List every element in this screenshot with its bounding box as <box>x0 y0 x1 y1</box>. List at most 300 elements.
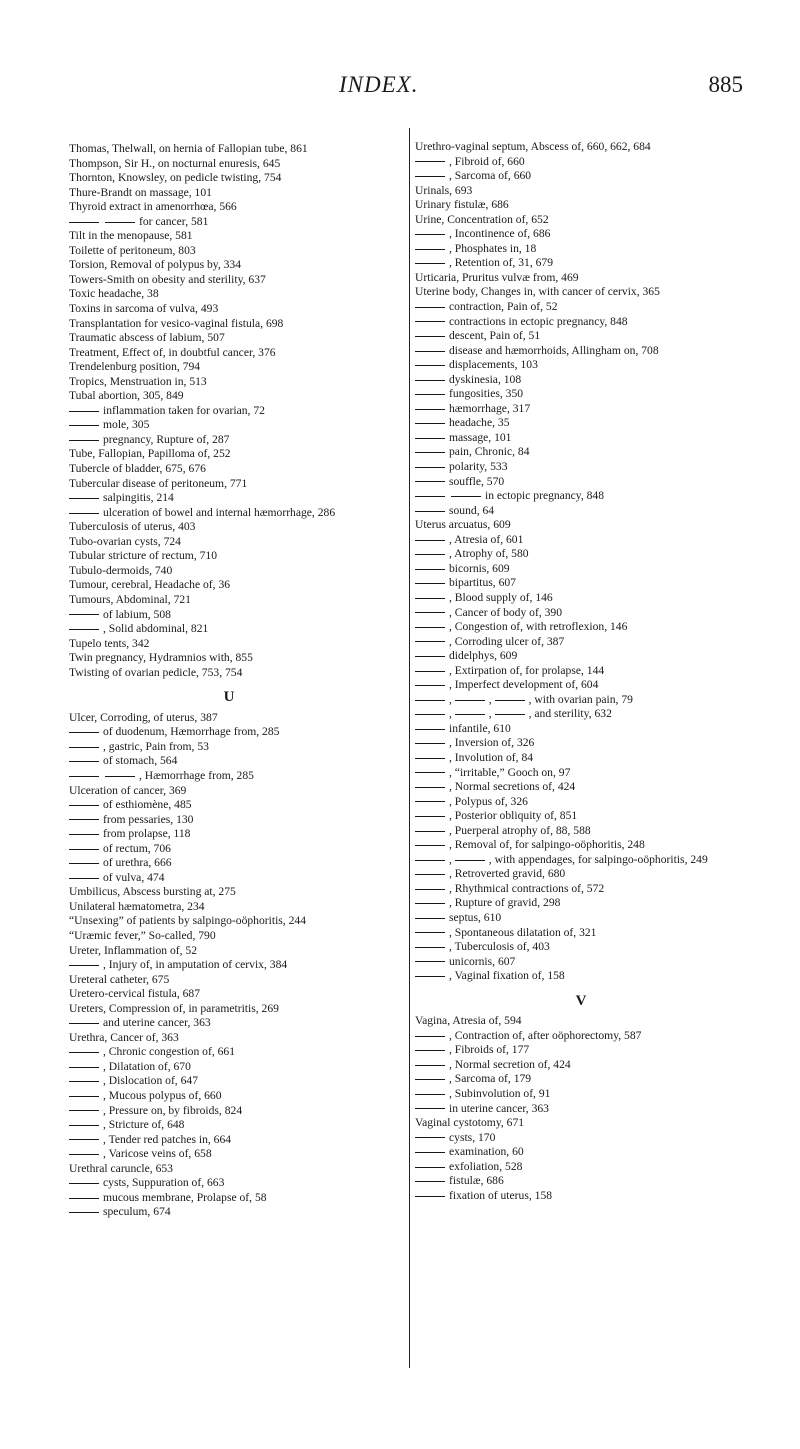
index-entry <box>415 227 787 242</box>
index-entry-text: Urinary fistulæ, 686 <box>415 198 509 212</box>
ditto-dash <box>69 614 99 615</box>
index-entry-text: Ulceration of cancer, 369 <box>69 783 187 797</box>
index-entry <box>415 766 787 781</box>
index-entry-text: Toxins in sarcoma of vulva, 493 <box>69 302 219 316</box>
index-entry-text: from pessaries, 130 <box>103 812 194 826</box>
index-entry-text: , Hæmorrhage from, 285 <box>139 768 254 782</box>
ditto-dash <box>415 1181 445 1182</box>
ditto-dash <box>69 1023 99 1024</box>
index-entry <box>69 798 429 813</box>
index-entry-text: from prolapse, 118 <box>103 827 191 841</box>
ditto-dash <box>415 961 445 962</box>
ditto-dash <box>415 467 445 468</box>
index-entry <box>415 1043 787 1058</box>
index-entry-text: Transplantation for vesico-vaginal fistula, 698 <box>69 316 284 330</box>
index-entry-text: “Uræmic fever,” So-called, 790 <box>69 928 216 942</box>
index-entry <box>415 184 787 199</box>
index-entry-text: Toilette of peritoneum, 803 <box>69 243 196 257</box>
ditto-dash <box>415 685 445 686</box>
index-entry <box>415 1058 787 1073</box>
ditto-dash <box>69 1212 99 1213</box>
index-entry-text: , Fibroid of, 660 <box>449 154 525 168</box>
index-entry-text: contraction, Pain of, 52 <box>449 300 558 314</box>
index-entry <box>415 1072 787 1087</box>
index-entry <box>69 769 429 784</box>
index-entry-text: Treatment, Effect of, in doubtful cancer, 376 <box>69 345 276 359</box>
index-entry <box>415 285 787 300</box>
index-entry-text: cysts, Suppuration of, 663 <box>103 1176 225 1190</box>
index-entry <box>415 416 787 431</box>
ditto-dash <box>415 438 445 439</box>
index-entry-text: , Corroding ulcer of, 387 <box>449 634 565 648</box>
index-entry-text: , and sterility, 632 <box>528 707 612 721</box>
index-entry-text: fungosities, 350 <box>449 387 524 401</box>
index-entry <box>69 608 429 623</box>
ditto-dash <box>69 747 99 748</box>
index-entry-text: , Pressure on, by fibroids, 824 <box>103 1103 243 1117</box>
index-entry-text: Urethra, Cancer of, 363 <box>69 1030 179 1044</box>
index-entry <box>69 171 429 186</box>
index-entry <box>415 445 787 460</box>
index-entry-text: , Imperfect development of, 604 <box>449 678 599 692</box>
index-entry <box>69 462 429 477</box>
index-entry <box>415 838 787 853</box>
index-entry-text: bipartitus, 607 <box>449 576 516 590</box>
index-entry <box>69 929 429 944</box>
index-entry <box>69 1031 429 1046</box>
index-entry-text: disease and hæmorrhoids, Allingham on, 708 <box>449 343 659 357</box>
ditto-dash <box>415 671 445 672</box>
index-entry-text: Tubercle of bladder, 675, 676 <box>69 462 206 476</box>
index-entry <box>69 360 429 375</box>
index-entry <box>415 329 787 344</box>
ditto-dash <box>415 321 445 322</box>
index-entry-text: , Inversion of, 326 <box>449 736 535 750</box>
index-entry-text: Urinals, 693 <box>415 183 473 197</box>
index-entry-text: Thure-Brandt on massage, 101 <box>69 185 212 199</box>
index-entry <box>415 795 787 810</box>
ditto-dash <box>69 732 99 733</box>
index-entry-text: didelphys, 609 <box>449 649 518 663</box>
index-entry-text: Urine, Concentration of, 652 <box>415 212 549 226</box>
index-entry <box>69 740 429 755</box>
ditto-dash <box>69 834 99 835</box>
index-entry <box>69 389 429 404</box>
ditto-dash <box>69 629 99 630</box>
index-entry-text: , Tuberculosis of, 403 <box>449 940 550 954</box>
index-entry <box>69 1176 429 1191</box>
ditto-dash <box>69 440 99 441</box>
ditto-dash <box>69 1110 99 1111</box>
ditto-dash <box>415 249 445 250</box>
index-entry <box>69 1016 429 1031</box>
ditto-dash <box>415 729 445 730</box>
index-entry-text: hæmorrhage, 317 <box>449 401 531 415</box>
ditto-dash <box>415 1079 445 1080</box>
ditto-dash <box>415 932 445 933</box>
index-entry <box>415 373 787 388</box>
index-entry-text: Urethro-vaginal septum, Abscess of, 660, 662, 684 <box>415 140 651 153</box>
index-entry-text: of esthiomène, 485 <box>103 798 192 812</box>
index-entry <box>415 1087 787 1102</box>
index-entry <box>69 506 429 521</box>
index-entry-text: , Removal of, for salpingo-oöphoritis, 248 <box>449 838 645 852</box>
index-entry-text: Thyroid extract in amenorrhœa, 566 <box>69 200 237 214</box>
index-entry-text: Vaginal cystotomy, 671 <box>415 1116 525 1130</box>
index-entry <box>69 1045 429 1060</box>
index-entry <box>69 244 429 259</box>
index-entry-text: Ureter, Inflammation of, 52 <box>69 943 197 957</box>
ditto-dash <box>415 860 445 861</box>
page-title: INDEX. <box>339 72 419 97</box>
index-entry <box>69 725 429 740</box>
index-entry-text: displacements, 103 <box>449 358 538 372</box>
index-entry <box>415 431 787 446</box>
ditto-dash <box>415 1152 445 1153</box>
index-entry-text: infantile, 610 <box>449 721 511 735</box>
index-entry-text: Tubular stricture of rectum, 710 <box>69 549 218 563</box>
index-entry-text: , Vaginal fixation of, 158 <box>449 969 565 983</box>
index-entry <box>69 491 429 506</box>
index-entry <box>69 564 429 579</box>
index-entry-text: , Involution of, 84 <box>449 750 534 764</box>
index-entry-text: , Spontaneous dilatation of, 321 <box>449 925 597 939</box>
index-entry-text: Ulcer, Corroding, of uterus, 387 <box>69 710 218 724</box>
ditto-dash <box>415 801 445 802</box>
index-entry <box>69 914 429 929</box>
ditto-dash <box>69 411 99 412</box>
ditto-dash <box>415 1167 445 1168</box>
index-entry <box>415 1160 787 1175</box>
index-entry <box>69 578 429 593</box>
index-entry <box>69 258 429 273</box>
ditto-dash <box>415 1050 445 1051</box>
index-entry-text: , Incontinence of, 686 <box>449 227 551 241</box>
index-entry-text: “Unsexing” of patients by salpingo-oöphoritis, 244 <box>69 914 306 928</box>
ditto-dash <box>415 918 445 919</box>
index-entry <box>69 622 429 637</box>
index-entry-text: souffle, 570 <box>449 474 505 488</box>
index-entry-text: cysts, 170 <box>449 1130 496 1144</box>
ditto-dash <box>451 496 481 497</box>
ditto-dash <box>415 641 445 642</box>
index-entry <box>69 535 429 550</box>
index-entry <box>69 302 429 317</box>
index-entry-text: , Dilatation of, 670 <box>103 1059 191 1073</box>
index-entry <box>415 547 787 562</box>
ditto-dash <box>415 409 445 410</box>
index-entry <box>69 273 429 288</box>
index-entry-text: Thompson, Sir H., on nocturnal enuresis, 645 <box>69 156 281 170</box>
index-entry <box>415 678 787 693</box>
index-entry <box>415 256 787 271</box>
entries-u <box>69 711 429 1220</box>
ditto-dash <box>415 816 445 817</box>
ditto-dash <box>415 627 445 628</box>
index-entry <box>69 885 429 900</box>
ditto-dash <box>455 700 485 701</box>
index-entry <box>69 856 429 871</box>
section-letter-v: V <box>575 992 587 1009</box>
section-letter-u: U <box>223 689 235 706</box>
index-entry <box>415 722 787 737</box>
ditto-dash <box>69 498 99 499</box>
index-entry <box>415 271 787 286</box>
index-entry-text: , “irritable,” Gooch on, 97 <box>449 765 571 779</box>
index-entry <box>415 809 787 824</box>
index-entry <box>415 955 787 970</box>
index-entry <box>415 344 787 359</box>
index-entry-text: , Fibroids of, 177 <box>449 1043 530 1057</box>
ditto-dash <box>415 452 445 453</box>
index-entry: , , , with ovarian pain, 79 <box>415 693 787 708</box>
index-entry <box>415 591 787 606</box>
ditto-dash <box>69 819 99 820</box>
index-entry <box>69 477 429 492</box>
ditto-dash <box>415 612 445 613</box>
index-entry-text: Tubal abortion, 305, 849 <box>69 389 184 403</box>
index-entry <box>69 900 429 915</box>
index-entry-text: Thomas, Thelwall, on hernia of Fallopian tube, 861 <box>69 142 308 155</box>
ditto-dash <box>69 1052 99 1053</box>
ditto-dash <box>415 176 445 177</box>
index-entry-text: examination, 60 <box>449 1145 524 1159</box>
ditto-dash <box>415 511 445 512</box>
index-entry <box>415 911 787 926</box>
index-entry-text: , Sarcoma of, 660 <box>449 169 532 183</box>
ditto-dash <box>69 513 99 514</box>
index-entry <box>415 896 787 911</box>
index-entry <box>415 1131 787 1146</box>
ditto-dash <box>415 1137 445 1138</box>
index-entry <box>415 736 787 751</box>
index-entry-text: , Cancer of body of, 390 <box>449 605 563 619</box>
index-entry <box>415 780 787 795</box>
index-entry-text: , Rupture of gravid, 298 <box>449 896 561 910</box>
index-entry-text: in uterine cancer, 363 <box>449 1101 549 1115</box>
index-entry-text: of vulva, 474 <box>103 870 165 884</box>
index-entry <box>415 1174 787 1189</box>
index-entry <box>69 1060 429 1075</box>
index-entry <box>415 562 787 577</box>
ditto-dash <box>415 380 445 381</box>
index-entry <box>415 635 787 650</box>
ditto-dash <box>69 1183 99 1184</box>
index-entry-text: and uterine cancer, 363 <box>103 1016 211 1030</box>
index-column-right <box>409 128 787 1368</box>
index-entry-text: , Stricture of, 648 <box>103 1118 185 1132</box>
ditto-dash <box>415 598 445 599</box>
index-entry-text: speculum, 674 <box>103 1205 171 1219</box>
ditto-dash <box>415 845 445 846</box>
ditto-dash <box>415 976 445 977</box>
index-entry <box>415 489 787 504</box>
ditto-dash <box>415 234 445 235</box>
ditto-dash <box>415 1065 445 1066</box>
entries-v <box>415 1014 787 1203</box>
ditto-dash <box>415 874 445 875</box>
ditto-dash <box>415 583 445 584</box>
ditto-dash <box>69 1125 99 1126</box>
index-entry-text: Tubercular disease of peritoneum, 771 <box>69 476 248 490</box>
index-entry-text: Tilt in the menopause, 581 <box>69 229 193 243</box>
index-entry <box>415 155 787 170</box>
index-entry-text: Towers-Smith on obesity and sterility, 637 <box>69 272 266 286</box>
ditto-dash <box>415 481 445 482</box>
index-entry-text: , with ovarian pain, 79 <box>528 692 633 706</box>
index-entry-text: mucous membrane, Prolapse of, 58 <box>103 1190 267 1204</box>
index-entry-text: inflammation taken for ovarian, 72 <box>103 403 265 417</box>
ditto-dash <box>415 540 445 541</box>
ditto-dash <box>415 831 445 832</box>
ditto-dash <box>69 425 99 426</box>
ditto-dash <box>495 714 525 715</box>
index-entry <box>415 213 787 228</box>
ditto-dash <box>415 1036 445 1037</box>
index-entry-text: , Retention of, 31, 679 <box>449 256 554 270</box>
index-entry <box>69 215 429 230</box>
index-entry-text: Urticaria, Pruritus vulvæ from, 469 <box>415 270 579 284</box>
index-entry <box>69 1162 429 1177</box>
index-entry-text: ulceration of bowel and internal hæmorrhage, 286 <box>103 505 336 519</box>
entries-u-continued <box>415 140 787 984</box>
index-entry <box>415 140 787 155</box>
ditto-dash <box>415 743 445 744</box>
index-entry <box>69 593 429 608</box>
index-entry <box>415 649 787 664</box>
index-entry-text: mole, 305 <box>103 418 150 432</box>
index-entry-text: , Chronic congestion of, 661 <box>103 1045 236 1059</box>
index-entry <box>69 200 429 215</box>
index-entry <box>69 958 429 973</box>
index-entry <box>69 418 429 433</box>
index-entry-text: , Tender red patches in, 664 <box>103 1132 232 1146</box>
index-entry-text: descent, Pain of, 51 <box>449 329 541 343</box>
index-entry <box>69 754 429 769</box>
index-entry <box>415 751 787 766</box>
ditto-dash <box>415 714 445 715</box>
index-entry-text: dyskinesia, 108 <box>449 372 522 386</box>
index-entry <box>69 1074 429 1089</box>
index-entry-text: of duodenum, Hæmorrhage from, 285 <box>103 725 280 739</box>
index-entry <box>69 549 429 564</box>
index-entry <box>69 404 429 419</box>
index-entry <box>69 944 429 959</box>
ditto-dash <box>415 569 445 570</box>
index-entry-text: , Normal secretion of, 424 <box>449 1057 571 1071</box>
index-entry-text: Tubo-ovarian cysts, 724 <box>69 534 181 548</box>
index-entry-text: , Varicose veins of, 658 <box>103 1147 212 1161</box>
index-entry-text: , Atrophy of, 580 <box>449 547 529 561</box>
index-entry-text: , Mucous polypus of, 660 <box>103 1089 222 1102</box>
index-entry-text: septus, 610 <box>449 910 502 924</box>
index-entry-text: Urethral caruncle, 653 <box>69 1161 173 1175</box>
index-entry <box>415 242 787 257</box>
index-entry <box>415 576 787 591</box>
index-entry-text: , gastric, Pain from, 53 <box>103 739 209 753</box>
index-entry: , , with appendages, for salpingo-oöphoritis, 249 <box>415 853 787 868</box>
ditto-dash <box>69 761 99 762</box>
index-entry <box>69 229 429 244</box>
index-entry <box>69 871 429 886</box>
index-entry <box>415 504 787 519</box>
index-entry-text: , Sarcoma of, 179 <box>449 1072 532 1086</box>
index-entry-text: exfoliation, 528 <box>449 1159 523 1173</box>
index-entry-text: Tuberculosis of uterus, 403 <box>69 520 196 534</box>
index-entry-text: for cancer, 581 <box>139 214 209 228</box>
index-entry-text: Unilateral hæmatometra, 234 <box>69 899 205 913</box>
ditto-dash <box>69 1154 99 1155</box>
index-entry-text: in ectopic pregnancy, 848 <box>485 489 605 503</box>
index-entry <box>69 1104 429 1119</box>
index-entry <box>415 533 787 548</box>
index-entry-text: unicornis, 607 <box>449 954 516 968</box>
index-entry-text: Torsion, Removal of polypus by, 334 <box>69 258 242 272</box>
index-entry-text: , Atresia of, 601 <box>449 532 524 546</box>
ditto-dash <box>415 307 445 308</box>
index-entry <box>69 1147 429 1162</box>
index-entry-text: Vagina, Atresia of, 594 <box>415 1014 522 1028</box>
index-entry <box>69 317 429 332</box>
index-entry-text: Toxic headache, 38 <box>69 287 159 301</box>
ditto-dash <box>415 787 445 788</box>
index-entry <box>415 518 787 533</box>
index-entry <box>69 987 429 1002</box>
index-entry <box>69 973 429 988</box>
index-entry-text: Ureteral catheter, 675 <box>69 972 170 986</box>
ditto-dash <box>415 903 445 904</box>
ditto-dash <box>69 1067 99 1068</box>
ditto-dash <box>69 805 99 806</box>
index-entry-text: , Rhythmical contractions of, 572 <box>449 881 605 895</box>
ditto-dash <box>415 1108 445 1109</box>
ditto-dash <box>415 656 445 657</box>
index-entry <box>69 142 429 157</box>
index-entry-text: , Extirpation of, for prolapse, 144 <box>449 663 605 677</box>
index-entry <box>415 940 787 955</box>
index-entry-text: Tube, Fallopian, Papilloma of, 252 <box>69 447 231 461</box>
index-entry <box>415 1014 787 1029</box>
index-entry <box>415 315 787 330</box>
index-entry-text: , Puerperal atrophy of, 88, 588 <box>449 823 591 837</box>
index-entry-text: pregnancy, Rupture of, 287 <box>103 432 230 446</box>
ditto-dash <box>415 336 445 337</box>
index-entry <box>69 1002 429 1017</box>
index-entry <box>69 447 429 462</box>
index-entry-text: fistulæ, 686 <box>449 1174 504 1188</box>
ditto-dash <box>105 222 135 223</box>
ditto-dash <box>415 758 445 759</box>
ditto-dash <box>69 1096 99 1097</box>
index-entry: , , , and sterility, 632 <box>415 707 787 722</box>
index-entry <box>415 606 787 621</box>
index-entry-text: massage, 101 <box>449 430 512 444</box>
page-number: 885 <box>708 72 743 97</box>
index-entry <box>415 358 787 373</box>
index-entry <box>415 402 787 417</box>
index-entry-text: salpingitis, 214 <box>103 491 174 505</box>
index-entry-text: , Normal secretions of, 424 <box>449 780 576 794</box>
index-entry <box>69 331 429 346</box>
index-entry-text: sound, 64 <box>449 503 495 517</box>
index-entry <box>69 813 429 828</box>
index-entry-text: Uterine body, Changes in, with cancer of cervix, 365 <box>415 285 660 299</box>
index-entry-text: Uterus arcuatus, 609 <box>415 518 511 532</box>
index-entry <box>69 1133 429 1148</box>
index-entry-text: , with appendages, for salpingo-oöphoritis, 249 <box>488 852 708 866</box>
index-entry-text: , Posterior obliquity of, 851 <box>449 809 578 823</box>
index-entry-text: Thornton, Knowsley, on pedicle twisting, 754 <box>69 171 282 185</box>
